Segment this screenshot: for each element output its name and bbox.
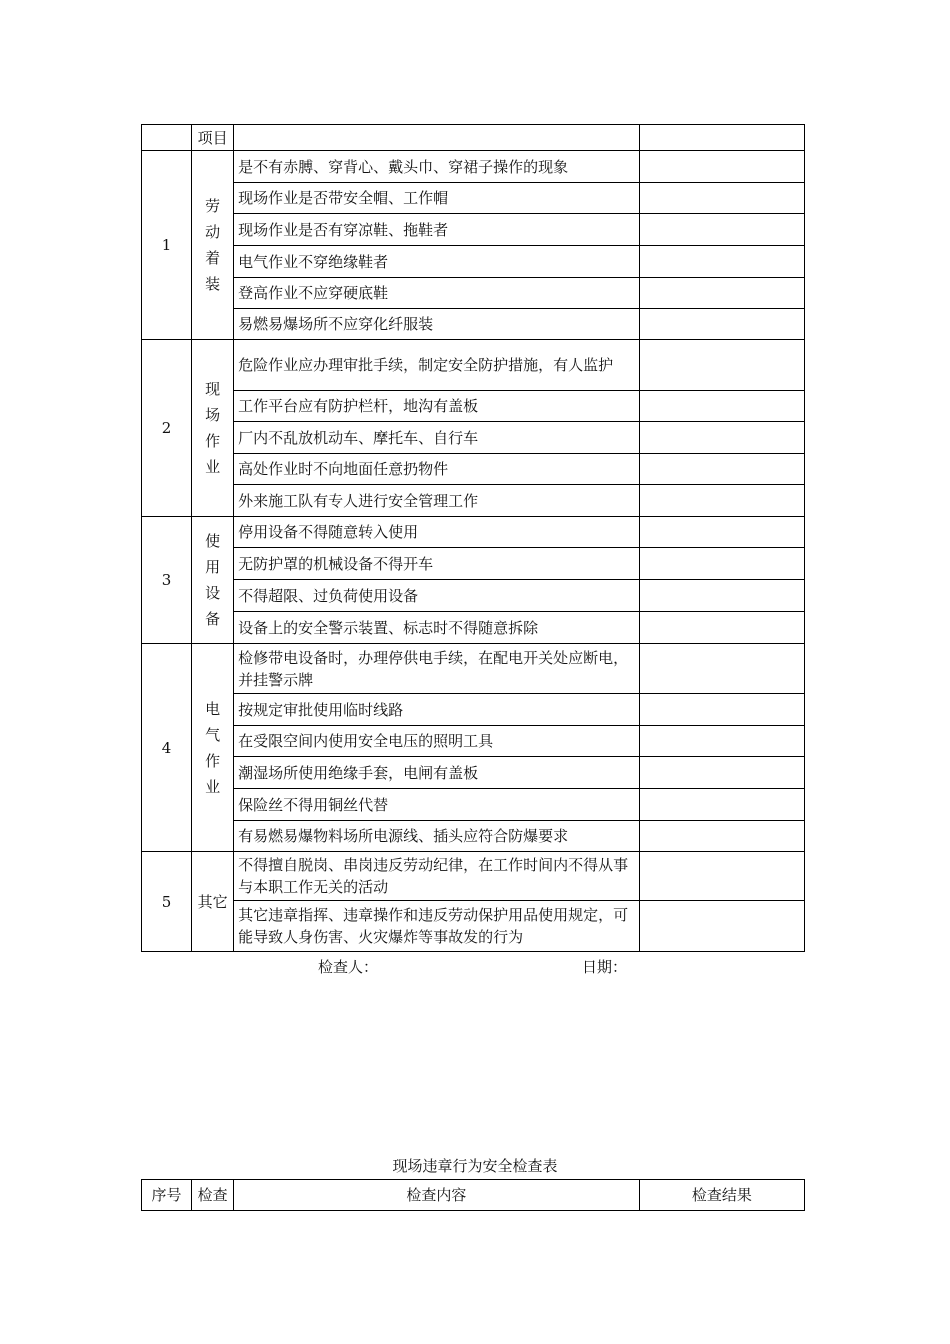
top-header-cell-4 bbox=[639, 125, 804, 151]
check-content: 厂内不乱放机动车、摩托车、自行车 bbox=[234, 422, 640, 454]
check-result-cell[interactable] bbox=[639, 644, 804, 694]
header-serial: 序号 bbox=[142, 1180, 192, 1211]
check-result-cell[interactable] bbox=[639, 485, 804, 517]
check-result-cell[interactable] bbox=[639, 340, 804, 391]
top-header-cell-item: 项目 bbox=[192, 125, 234, 151]
header-check-item: 检查 bbox=[192, 1180, 234, 1211]
check-content: 不得擅自脱岗、串岗违反劳动纪律，在工作时间内不得从事与本职工作无关的活动 bbox=[234, 852, 640, 901]
check-result-cell[interactable] bbox=[639, 309, 804, 340]
section-item bbox=[192, 644, 234, 852]
section-item bbox=[192, 151, 234, 340]
table-row bbox=[142, 422, 805, 454]
table-row bbox=[142, 246, 805, 278]
table-row bbox=[142, 901, 805, 952]
check-content: 保险丝不得用铜丝代替 bbox=[234, 789, 640, 821]
top-header-row bbox=[142, 125, 805, 151]
table-row bbox=[142, 183, 805, 214]
top-header-cell-1 bbox=[142, 125, 192, 151]
table-row bbox=[142, 391, 805, 422]
check-result-cell[interactable] bbox=[639, 422, 804, 454]
check-content: 是不有赤膊、穿背心、戴头巾、穿裙子操作的现象 bbox=[234, 151, 640, 183]
check-result-cell[interactable] bbox=[639, 391, 804, 422]
check-content: 高处作业时不向地面任意扔物件 bbox=[234, 454, 640, 485]
header-check-result: 检查结果 bbox=[639, 1180, 804, 1211]
check-result-cell[interactable] bbox=[639, 278, 804, 309]
check-result-cell[interactable] bbox=[639, 757, 804, 789]
check-result-cell[interactable] bbox=[639, 214, 804, 246]
check-result-cell[interactable] bbox=[639, 548, 804, 580]
section-item bbox=[192, 852, 234, 952]
section-item bbox=[192, 340, 234, 517]
check-content: 其它违章指挥、违章操作和违反劳动保护用品使用规定，可能导致人身伤害、火灾爆炸等事故发的行为 bbox=[234, 901, 640, 952]
check-result-cell[interactable] bbox=[639, 151, 804, 183]
section-number: 4 bbox=[142, 644, 192, 852]
table-row bbox=[142, 309, 805, 340]
check-result-cell[interactable] bbox=[639, 454, 804, 485]
section-item-label: 使用设备 bbox=[205, 532, 221, 628]
check-content: 电气作业不穿绝缘鞋者 bbox=[234, 246, 640, 278]
inspector-label: 检查人： bbox=[318, 958, 379, 976]
table-row bbox=[142, 726, 805, 757]
section-number: 1 bbox=[142, 151, 192, 340]
check-content: 外来施工队有专人进行安全管理工作 bbox=[234, 485, 640, 517]
date-label: 日期： bbox=[582, 958, 628, 976]
section-item-label: 现场作业 bbox=[205, 380, 221, 476]
section-item-label: 劳动着装 bbox=[205, 197, 221, 293]
table-row bbox=[142, 644, 805, 694]
table-row bbox=[142, 580, 805, 612]
check-result-cell[interactable] bbox=[639, 901, 804, 952]
check-content: 不得超限、过负荷使用设备 bbox=[234, 580, 640, 612]
check-content: 危险作业应办理审批手续，制定安全防护措施，有人监护 bbox=[234, 340, 640, 391]
check-result-cell[interactable] bbox=[639, 694, 804, 726]
check-content: 设备上的安全警示装置、标志时不得随意拆除 bbox=[234, 612, 640, 644]
section-number: 3 bbox=[142, 517, 192, 644]
check-result-cell[interactable] bbox=[639, 789, 804, 821]
table-row bbox=[142, 151, 805, 183]
check-result-cell[interactable] bbox=[639, 517, 804, 548]
check-content: 停用设备不得随意转入使用 bbox=[234, 517, 640, 548]
check-result-cell[interactable] bbox=[639, 852, 804, 901]
check-content: 易燃易爆场所不应穿化纤服装 bbox=[234, 309, 640, 340]
check-result-cell[interactable] bbox=[639, 821, 804, 852]
table-row bbox=[142, 214, 805, 246]
table-title: 现场违章行为安全检查表 bbox=[392, 1157, 558, 1175]
check-content: 潮湿场所使用绝缘手套，电闸有盖板 bbox=[234, 757, 640, 789]
section-number: 5 bbox=[142, 852, 192, 952]
table-row bbox=[142, 340, 805, 391]
table-row bbox=[142, 757, 805, 789]
table-row bbox=[142, 852, 805, 901]
top-header-cell-3 bbox=[234, 125, 640, 151]
table-row bbox=[142, 612, 805, 644]
check-content: 有易燃易爆物料场所电源线、插头应符合防爆要求 bbox=[234, 821, 640, 852]
second-table-header bbox=[141, 1179, 805, 1211]
check-result-cell[interactable] bbox=[639, 183, 804, 214]
table-row bbox=[142, 821, 805, 852]
section-number: 2 bbox=[142, 340, 192, 517]
check-content: 检修带电设备时，办理停供电手续，在配电开关处应断电，并挂警示牌 bbox=[234, 644, 640, 694]
table-row bbox=[142, 454, 805, 485]
check-content: 现场作业是否有穿凉鞋、拖鞋者 bbox=[234, 214, 640, 246]
inspection-table bbox=[141, 124, 805, 952]
check-content: 按规定审批使用临时线路 bbox=[234, 694, 640, 726]
header-check-content: 检查内容 bbox=[234, 1180, 640, 1211]
section-item-label: 电气作业 bbox=[205, 699, 221, 796]
check-result-cell[interactable] bbox=[639, 726, 804, 757]
table-row bbox=[142, 517, 805, 548]
check-content: 无防护罩的机械设备不得开车 bbox=[234, 548, 640, 580]
check-content: 在受限空间内使用安全电压的照明工具 bbox=[234, 726, 640, 757]
check-result-cell[interactable] bbox=[639, 612, 804, 644]
table-row bbox=[142, 485, 805, 517]
table-row bbox=[142, 278, 805, 309]
check-content: 登高作业不应穿硬底鞋 bbox=[234, 278, 640, 309]
table-row bbox=[142, 789, 805, 821]
header-row bbox=[142, 1180, 805, 1211]
check-content: 工作平台应有防护栏杆，地沟有盖板 bbox=[234, 391, 640, 422]
table-row bbox=[142, 548, 805, 580]
table-row bbox=[142, 694, 805, 726]
check-content: 现场作业是否带安全帽、工作帽 bbox=[234, 183, 640, 214]
check-result-cell[interactable] bbox=[639, 580, 804, 612]
check-result-cell[interactable] bbox=[639, 246, 804, 278]
section-item-label: 其它 bbox=[197, 892, 228, 911]
section-item bbox=[192, 517, 234, 644]
